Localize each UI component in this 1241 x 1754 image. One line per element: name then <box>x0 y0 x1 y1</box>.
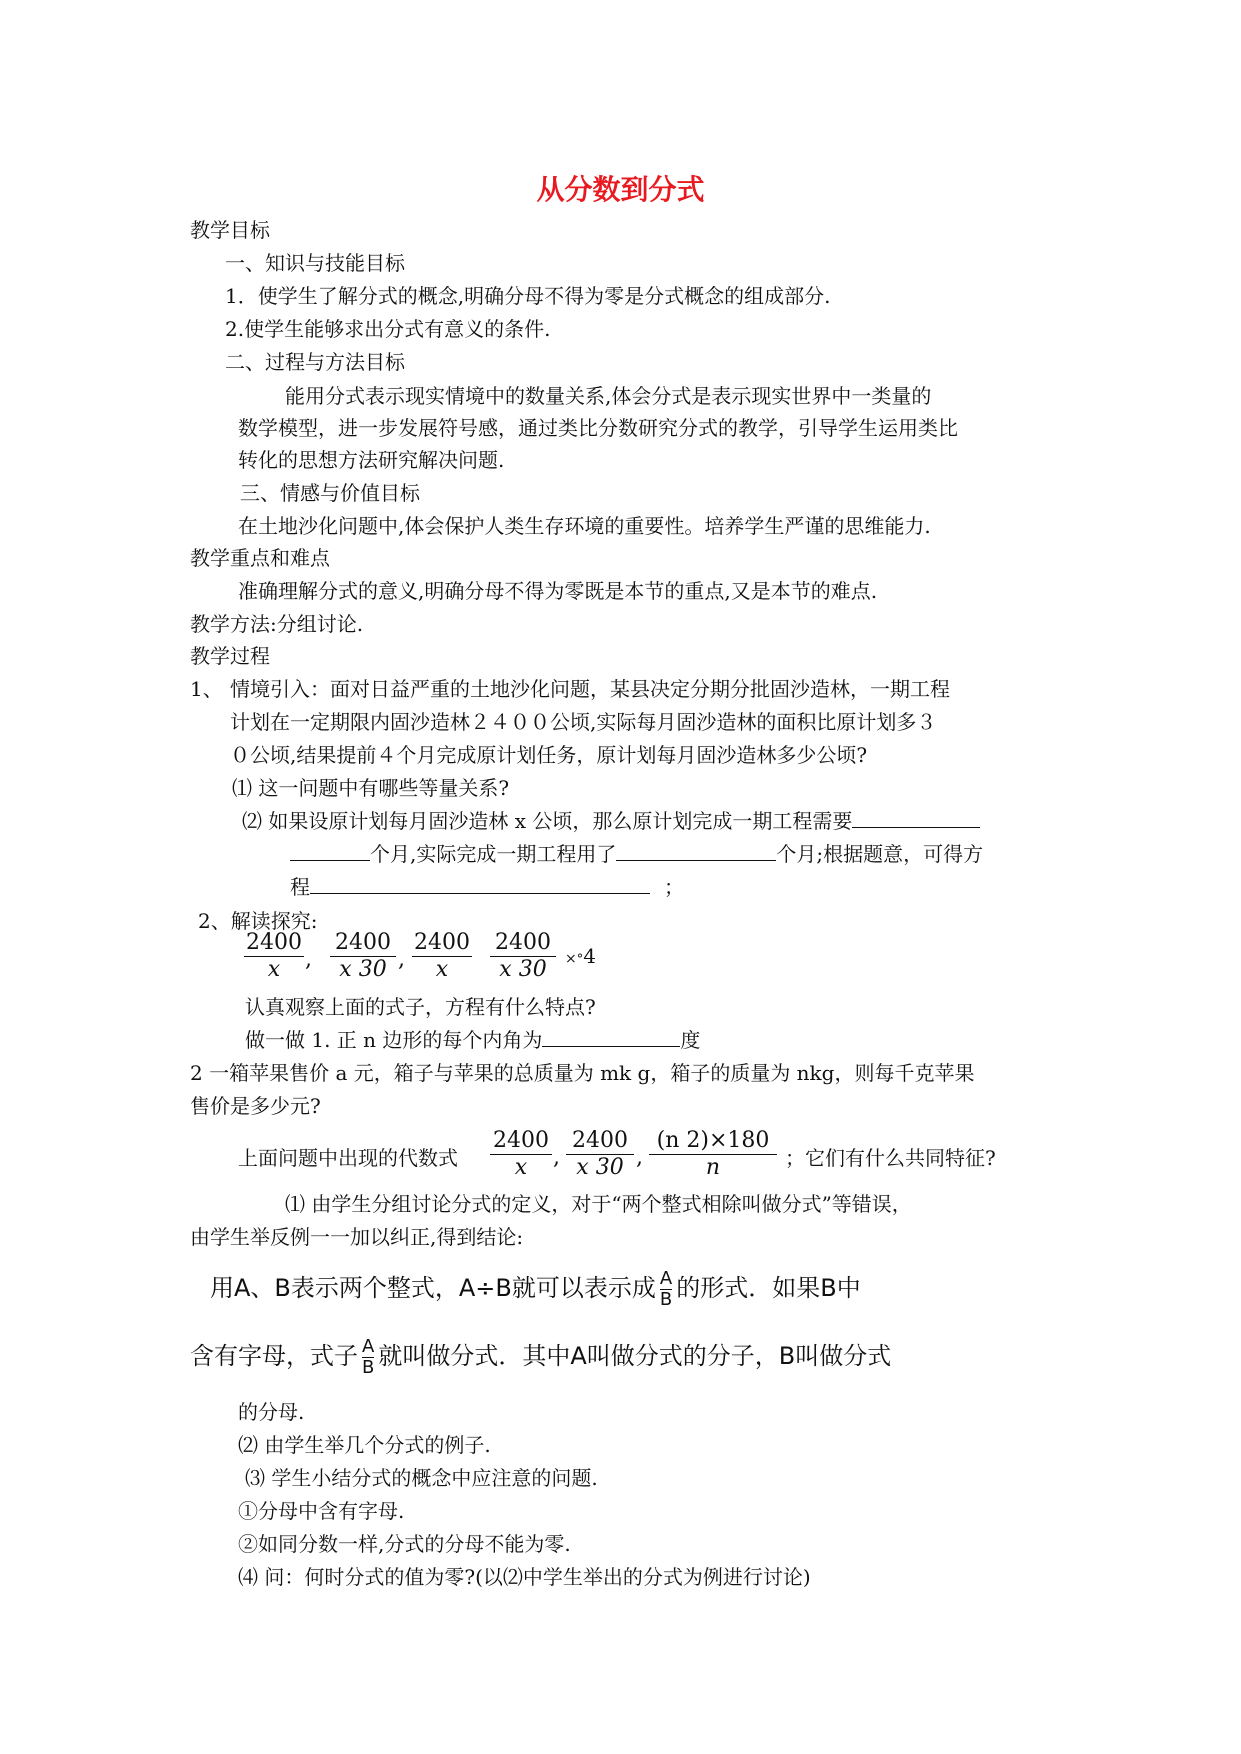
heading-objectives: 教学目标 <box>190 218 270 242</box>
fraction-numerator: 2400 <box>490 930 556 957</box>
question-2-text-3: 个月;根据题意，可得方 <box>776 842 984 866</box>
fraction-denominator: x <box>267 957 281 982</box>
answer-blank-1-cont[interactable] <box>290 842 370 861</box>
subheading-emotion: 三、情感与价值目标 <box>240 481 420 505</box>
answer-blank-2[interactable] <box>616 842 776 861</box>
definition-text: 含有字母，式子 <box>190 1342 358 1370</box>
expression-fraction-3 <box>649 1128 777 1181</box>
note-1: ①分母中含有字母. <box>238 1499 405 1523</box>
definition-text: 用A、B表示两个整式，A÷B就可以表示成 <box>210 1274 656 1302</box>
subheading-process: 二、过程与方法目标 <box>225 350 405 374</box>
heading-process: 教学过程 <box>190 644 270 668</box>
fraction-numerator: 2400 <box>490 1128 552 1155</box>
expressions-question: ；它们有什么共同特征? <box>785 1146 996 1170</box>
question-2-text: ⑵ 如果设原计划每月固沙造林 x 公顷，那么原计划完成一期工程需要 <box>242 809 853 833</box>
question-1: ⑴ 这一问题中有哪些等量关系? <box>232 776 510 800</box>
answer-blank-1[interactable] <box>852 809 980 828</box>
objective-item-2: 2.使学生能够求出分式有意义的条件. <box>225 317 551 341</box>
expression-fraction-1 <box>490 1128 552 1181</box>
definition-fraction <box>660 1269 672 1310</box>
definition-line-2 <box>190 1336 891 1378</box>
point-3: ⑶ 学生小结分式的概念中应注意的问题. <box>245 1466 598 1490</box>
fraction-numerator: 2400 <box>246 930 302 955</box>
equation-tail: ×°4 <box>565 944 596 968</box>
equation-end: ； <box>664 875 684 899</box>
answer-blank-equation[interactable] <box>310 875 650 894</box>
step-1-number: 1、 <box>190 677 223 701</box>
equation-fraction-3 <box>412 930 472 983</box>
objective-item-1: 1．使学生了解分式的概念,明确分母不得为零是分式概念的组成部分. <box>225 284 831 308</box>
fraction-denominator: x 30 <box>339 957 387 982</box>
definition-text: 的形式．如果B中 <box>676 1274 861 1302</box>
fraction-denominator: B <box>659 1288 673 1310</box>
teaching-method: 教学方法:分组讨论. <box>190 612 364 636</box>
subheading-knowledge: 一、知识与技能目标 <box>225 251 405 275</box>
equation-fraction-1 <box>244 930 304 983</box>
degree-unit: 度 <box>680 1028 701 1052</box>
step-2-heading: 2、解读探究: <box>198 909 318 933</box>
equation-fraction-4 <box>490 930 556 983</box>
fraction-denominator: B <box>362 1356 375 1378</box>
fraction-denominator: x <box>514 1155 528 1180</box>
step-1-text-line-2: 计划在一定期限内固沙造林２４００公顷,实际每月固沙造林的面积比原计划多３ <box>230 710 937 734</box>
comma: , <box>305 947 312 972</box>
comma: , <box>553 1145 560 1170</box>
fraction-numerator: (n 2)×180 <box>649 1128 777 1155</box>
angle-answer-blank[interactable] <box>542 1028 680 1047</box>
fraction-numerator: 2400 <box>330 930 396 957</box>
step-1-text-line-3: ０公顷,结果提前４个月完成原计划任务，原计划每月固沙造林多少公顷? <box>230 743 868 767</box>
point-4: ⑷ 问：何时分式的值为零?(以⑵中学生举出的分式为例进行讨论) <box>238 1565 811 1589</box>
fraction-denominator: n <box>705 1155 721 1180</box>
apple-problem-line-1: 2 一箱苹果售价 a 元，箱子与苹果的总质量为 mk g，箱子的质量为 nkg，则每千克苹果 <box>190 1061 975 1085</box>
step-1-text-line-1: 情境引入：面对日益严重的土地沙化问题，某县决定分期分批固沙造林，一期工程 <box>230 677 950 701</box>
question-2-line-1 <box>242 809 980 833</box>
fraction-numerator: A <box>659 1267 673 1289</box>
heading-key-points: 教学重点和难点 <box>190 546 330 570</box>
process-text-line-3: 转化的思想方法研究解决问题. <box>238 448 505 472</box>
fraction-numerator: A <box>362 1335 375 1357</box>
expression-fraction-2 <box>566 1128 634 1181</box>
equation-tail-value: 4 <box>583 944 596 968</box>
definition-line-1 <box>210 1268 861 1310</box>
observe-text: 认真观察上面的式子，方程有什么特点? <box>245 995 596 1019</box>
process-text-line-2: 数学模型，进一步发展符号感，通过类比分数研究分式的教学，引导学生运用类比 <box>238 416 958 440</box>
note-2: ②如同分数一样,分式的分母不能为零. <box>238 1532 571 1556</box>
fraction-denominator: x <box>435 957 449 982</box>
question-2-line-2 <box>290 842 983 866</box>
comma: , <box>636 1145 643 1170</box>
point-2: ⑵ 由学生举几个分式的例子. <box>238 1433 491 1457</box>
key-points-text: 准确理解分式的意义,明确分母不得为零既是本节的重点,又是本节的难点. <box>238 579 878 603</box>
fraction-denominator: x 30 <box>576 1155 624 1180</box>
discussion-line-1: ⑴ 由学生分组讨论分式的定义，对于“两个整式相除叫做分式”等错误， <box>285 1192 912 1216</box>
question-2-line-3 <box>290 875 684 899</box>
fraction-numerator: 2400 <box>566 1128 634 1155</box>
expressions-intro: 上面问题中出现的代数式 <box>238 1146 458 1170</box>
apple-problem-line-2: 售价是多少元? <box>190 1094 321 1118</box>
definition-end: 的分母. <box>238 1400 305 1424</box>
try-it-line <box>245 1028 700 1052</box>
discussion-line-2: 由学生举反例一一加以纠正,得到结论: <box>190 1225 524 1249</box>
fraction-denominator: x 30 <box>499 957 547 982</box>
definition-text: 就叫做分式．其中A叫做分式的分子，B叫做分式 <box>378 1342 892 1370</box>
question-2-text-2: 个月,实际完成一期工程用了 <box>370 842 617 866</box>
definition-fraction <box>362 1337 374 1378</box>
page-title: 从分数到分式 <box>536 173 705 206</box>
try-it-text: 做一做 1. 正 n 边形的每个内角为 <box>245 1028 543 1052</box>
fraction-numerator: 2400 <box>414 930 470 955</box>
emotion-text: 在土地沙化问题中,体会保护人类生存环境的重要性。培养学生严谨的思维能力. <box>238 514 931 538</box>
process-text-line-1: 能用分式表示现实情境中的数量关系,体会分式是表示现实世界中一类量的 <box>285 384 932 408</box>
equation-fraction-2 <box>330 930 396 983</box>
comma: , <box>398 947 405 972</box>
equation-label: 程 <box>290 875 310 899</box>
